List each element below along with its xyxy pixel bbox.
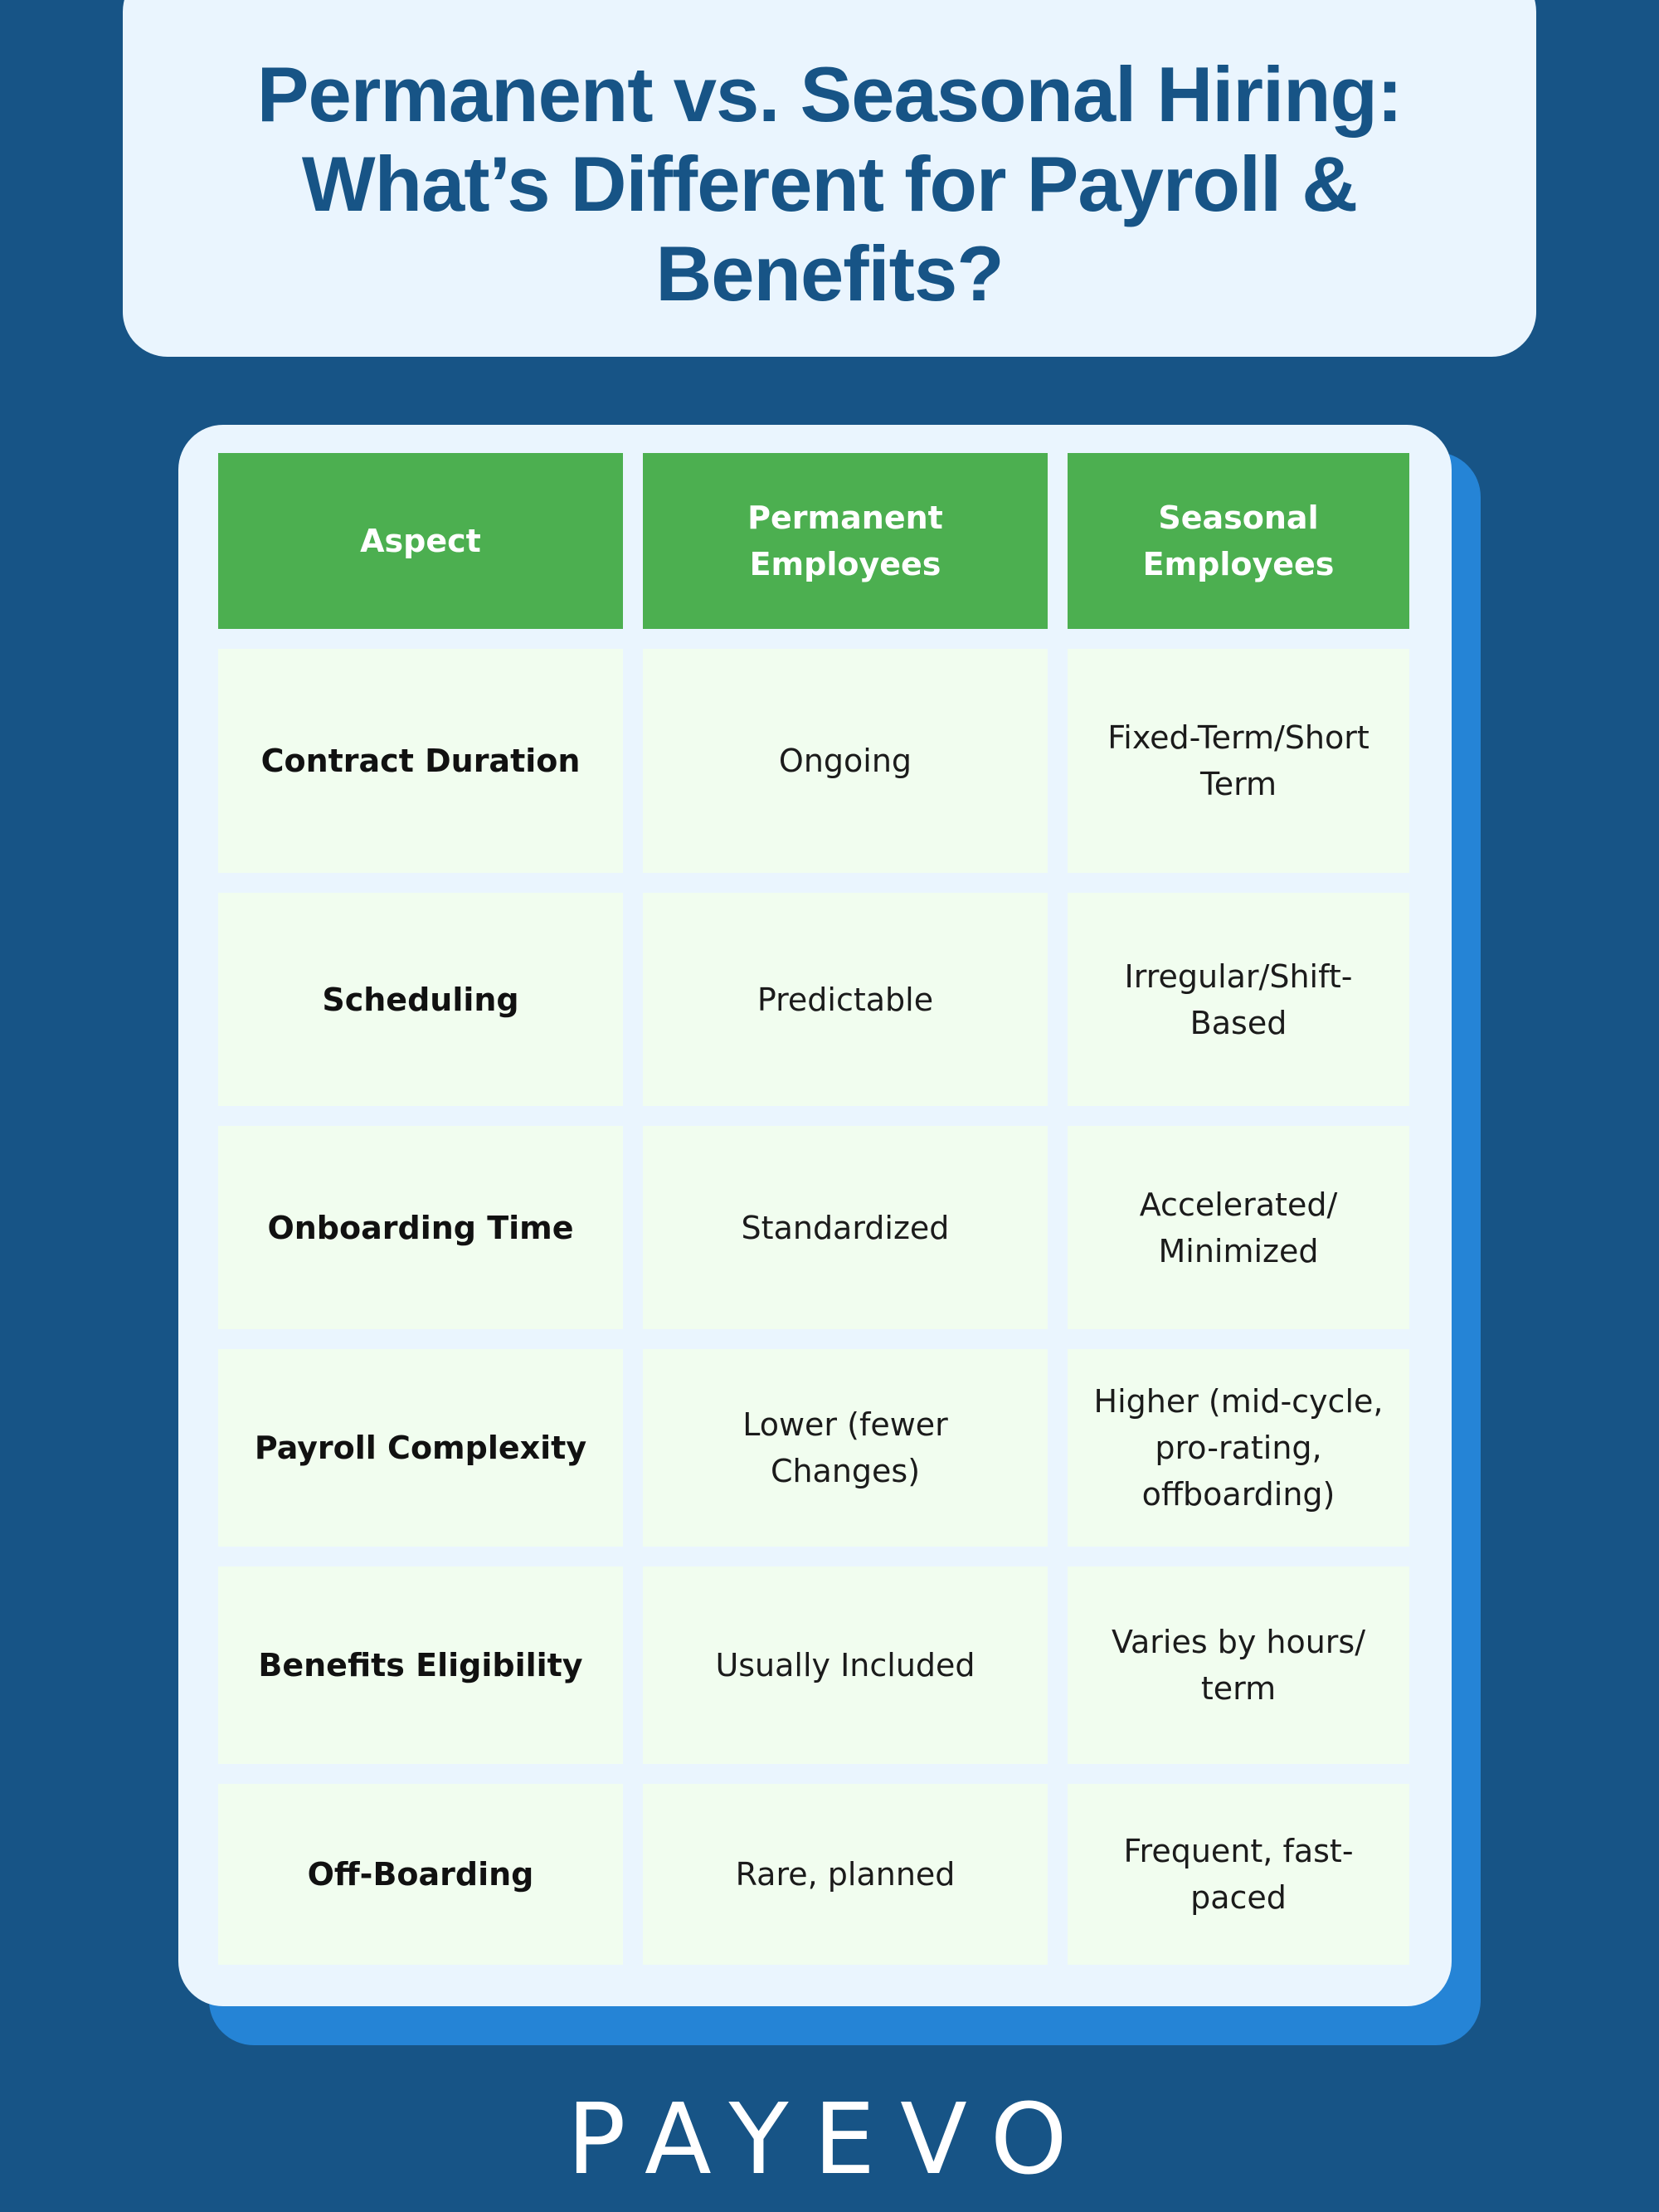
payevo-logo: PAYEVO bbox=[567, 2082, 1092, 2196]
row-permanent-benefits-eligibility: Usually Included bbox=[643, 1566, 1048, 1764]
header-permanent-employees: Permanent Employees bbox=[643, 453, 1048, 629]
page-title-line-1: Permanent vs. Seasonal Hiring: bbox=[256, 51, 1403, 138]
header-aspect: Aspect bbox=[218, 453, 623, 629]
row-aspect-off-boarding: Off-Boarding bbox=[218, 1784, 623, 1965]
comparison-table-card bbox=[178, 425, 1452, 2006]
header-seasonal-employees: Seasonal Employees bbox=[1068, 453, 1409, 629]
row-aspect-benefits-eligibility: Benefits Eligibility bbox=[218, 1566, 623, 1764]
row-seasonal-scheduling: Irregular/Shift-Based bbox=[1068, 893, 1409, 1106]
row-aspect-contract-duration: Contract Duration bbox=[218, 649, 623, 873]
row-seasonal-off-boarding: Frequent, fast-paced bbox=[1068, 1784, 1409, 1965]
row-permanent-contract-duration: Ongoing bbox=[643, 649, 1048, 873]
page-title-line-2: What’s Different for Payroll & bbox=[301, 140, 1358, 227]
comparison-table bbox=[218, 453, 1409, 1965]
row-seasonal-payroll-complexity: Higher (mid-cycle, pro-rating, offboarding) bbox=[1068, 1349, 1409, 1547]
row-seasonal-onboarding-time: Accelerated/ Minimized bbox=[1068, 1126, 1409, 1329]
row-seasonal-benefits-eligibility: Varies by hours/ term bbox=[1068, 1566, 1409, 1764]
row-seasonal-contract-duration: Fixed-Term/Short Term bbox=[1068, 649, 1409, 873]
page-title-line-3: Benefits? bbox=[655, 230, 1004, 317]
row-permanent-off-boarding: Rare, planned bbox=[643, 1784, 1048, 1965]
row-permanent-payroll-complexity: Lower (fewer Changes) bbox=[643, 1349, 1048, 1547]
row-aspect-payroll-complexity: Payroll Complexity bbox=[218, 1349, 623, 1547]
row-permanent-scheduling: Predictable bbox=[643, 893, 1048, 1106]
row-permanent-onboarding-time: Standardized bbox=[643, 1126, 1048, 1329]
row-aspect-scheduling: Scheduling bbox=[218, 893, 623, 1106]
title-card bbox=[123, 0, 1536, 357]
row-aspect-onboarding-time: Onboarding Time bbox=[218, 1126, 623, 1329]
